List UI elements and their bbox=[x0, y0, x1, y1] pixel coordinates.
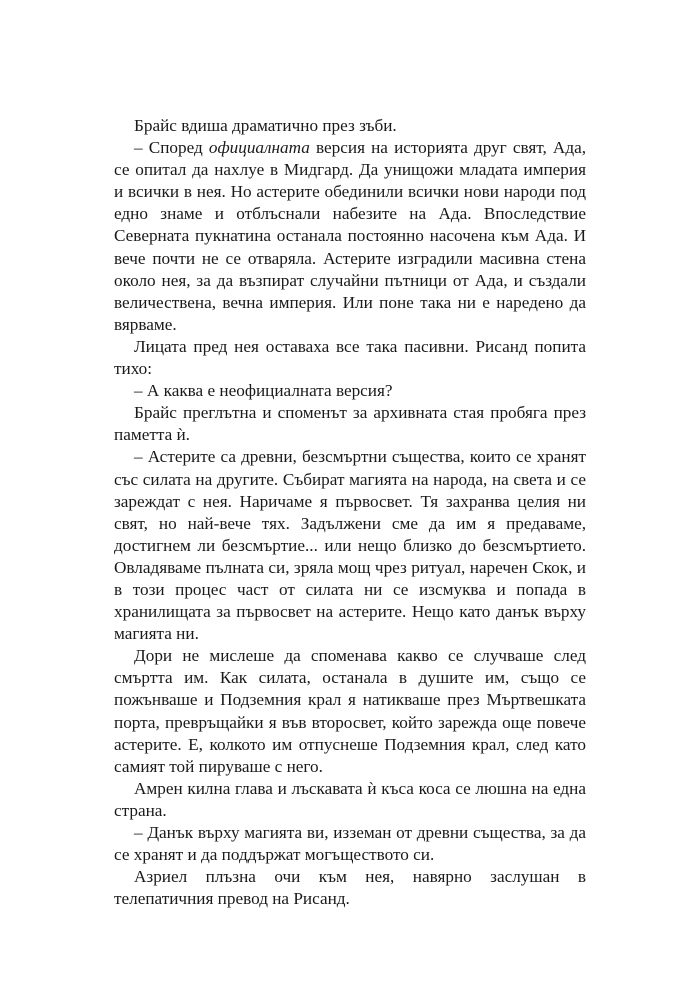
italic-word: официалната bbox=[208, 138, 310, 158]
paragraph: Лицата пред нея оставаха все така пасивни. Рисанд попита тихо: bbox=[114, 336, 586, 379]
paragraph: – Астерите са древни, безсмъртни същества, които се хранят със силата на другите. Събират магията на народа, на света и се зареждат с нея. Наричаме я първосвет. Тя захранва целия ни свят, но най-вече тях. Задължени сме да им я предаваме, достигнем ли безсмъртие... или нещо близко до безсмъртието. Овладяваме пълната си, зряла мощ чрез ритуал, наречен Скок, и в този процес част от силата ни се изсмуква и попада в хранилищата за първосвет на астерите. Нещо като данък върху магията ни. bbox=[114, 447, 586, 644]
paragraph: – Данък върху магията ви, изземан от древни същества, за да се хранят и да поддържат могъществото си. bbox=[114, 823, 586, 865]
paragraph bbox=[114, 137, 586, 336]
text-run: – Според bbox=[134, 138, 209, 158]
paragraph: – А каква е неофициалната версия? bbox=[134, 381, 393, 401]
paragraph: Амрен килна глава и лъскавата ѝ къса коса се люшна на една страна. bbox=[114, 778, 586, 820]
paragraph: Дори не мислеше да споменава какво се случваше след смъртта им. Как силата, останала в душите им, също се пожънваше и Подземния крал я натикваше през Мъртвешката порта, превръщайки я във второсвет, който зарежда още повече астерите. Е, колкото им отпуснеше Подземния крал, след като самият той пируваше с него. bbox=[114, 646, 586, 776]
paragraph: Брайс вдиша драматично през зъби. bbox=[134, 116, 397, 135]
text-run: версия на историята друг свят, Ада, се опитал да нахлуе в Мидгард. Да унищожи младата империя и всички в нея. Но астерите обединили всички нови народи под едно знаме и отблъснали набезите на Ада. Впоследствие Северната пукнатина останала постоянно насочена към Ада. И вече почти не се отваряла. Астерите изградили масивна стена около нея, за да възпират случайни пътници от Ада, и създали величествена, вечна империя. Или поне така ни е наредено да вярваме. bbox=[114, 138, 586, 334]
paragraph: Азриел плъзна очи към нея, навярно заслушан в телепатичния превод на Рисанд. bbox=[114, 867, 586, 909]
body-text bbox=[114, 115, 586, 910]
paragraph: Брайс преглътна и споменът за архивната стая пробяга през паметта ѝ. bbox=[114, 403, 586, 445]
